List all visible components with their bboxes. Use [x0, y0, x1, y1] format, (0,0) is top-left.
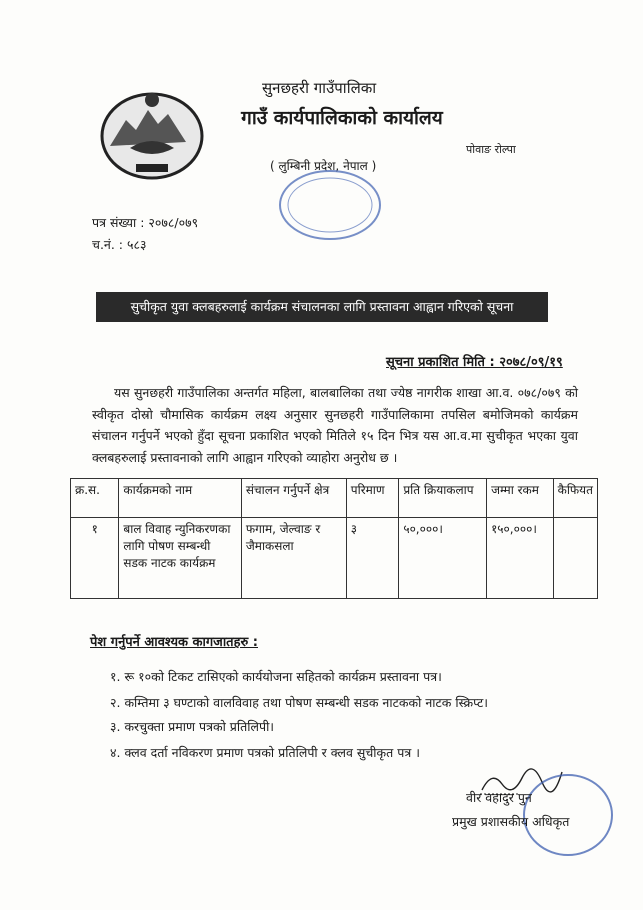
col-header: परिमाण [346, 479, 399, 518]
notice-body: यस सुनछहरी गाउँपालिका अन्तर्गत महिला, बालबालिका तथा ज्येष्ठ नागरीक शाखा आ.व. ०७८/०७९ को स्वीकृत दोस्रो चौमासिक कार्यक्रम लक्ष्य अनुसार सुनछहरी गाउँपालिकामा तपसिल बमोजिमको कार्यक्रम संचालन गर्नुपर्ने भएको हुँदा सूचना प्रकाशित भएको मितिले १५ दिन भित्र यस आ.व.मा सुचीकृत भएका युवा क्लबहरुलाई प्रस्तावनाको लागि आह्वान गरिएको व्याहोरा अनुरोध छ । [92, 385, 578, 465]
dispatch-number: च.नं. : ५८३ [92, 237, 147, 252]
government-emblem [96, 86, 208, 182]
province-line: ( लुम्बिनी प्रदेश, नेपाल ) [270, 159, 377, 173]
list-item: ३. करचुक्ता प्रमाण पत्रको प्रतिलिपी। [110, 719, 275, 734]
table-cell: १ [71, 518, 119, 599]
list-item: २. कम्तिमा ३ घण्टाको वालविवाह तथा पोषण सम्बन्धी सडक नाटकको नाटक स्क्रिप्ट। [110, 695, 489, 710]
list-item: ४. क्लव दर्ता नविकरण प्रमाण पत्रको प्रतिलिपी र क्लव सुचीकृत पत्र । [110, 745, 420, 760]
col-header: संचालन गर्नुपर्ने क्षेत्र [241, 479, 346, 518]
col-header: कैफियत [553, 479, 597, 518]
required-docs-heading: पेश गर्नुपर्ने आवश्यक कागजातहरु : [90, 635, 258, 650]
table-row [71, 518, 598, 599]
notice-title: सुचीकृत युवा क्लबहरुलाई कार्यक्रम संचालनका लागि प्रस्तावना आह्वान गरिएको सूचना [96, 292, 548, 322]
table-cell [553, 518, 597, 599]
letter-number: पत्र संख्या : २०७८/०७९ [92, 215, 199, 230]
published-date: सूचना प्रकाशित मिति : २०७८/०९/१९ [386, 355, 563, 370]
table-cell: ३ [346, 518, 399, 599]
col-header: कार्यक्रमको नाम [119, 479, 241, 518]
table-cell: बाल विवाह न्युनिकरणका लागि पोषण सम्बन्धी सडक नाटक कार्यक्रम [119, 518, 241, 599]
office-name: गाउँ कार्यपालिकाको कार्यालय [241, 107, 443, 129]
table-header-row [71, 479, 598, 518]
municipality-name: सुनछहरी गाउँपालिका [262, 79, 377, 97]
table-cell: फगाम, जेल्वाङ र जैमाकसला [241, 518, 346, 599]
col-header: जम्मा रकम [487, 479, 554, 518]
office-place: पोवाङ रोल्पा [466, 143, 516, 156]
col-header: क्र.स. [71, 479, 119, 518]
program-table [70, 478, 598, 599]
signatory-title: प्रमुख प्रशासकीय अधिकृत [452, 814, 570, 829]
col-header: प्रति क्रियाकलाप [399, 479, 487, 518]
list-item: १. रू १०को टिकट टासिएको कार्ययोजना सहितको कार्यक्रम प्रस्तावना पत्र। [110, 669, 442, 684]
signatory-name: वीर वहादुर पुन [466, 790, 532, 805]
office-stamp [274, 165, 386, 245]
table-cell: ५०,०००। [399, 518, 487, 599]
table-cell: १५०,०००। [487, 518, 554, 599]
